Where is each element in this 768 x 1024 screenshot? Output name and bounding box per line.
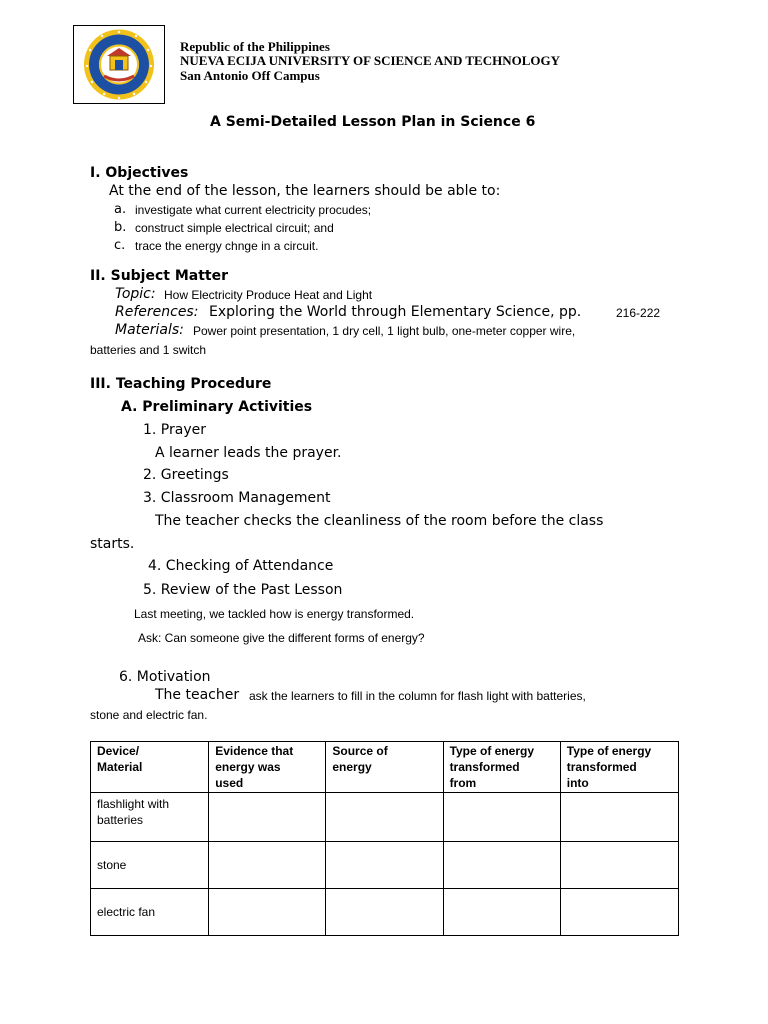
column-header-energy-from — [443, 742, 560, 793]
table-header-row — [91, 742, 679, 793]
step-attendance: 4. Checking of Attendance — [148, 558, 334, 574]
table-cell[interactable] — [209, 889, 326, 936]
document-title: A Semi-Detailed Lesson Plan in Science 6 — [210, 114, 536, 130]
step-classroom-management: 3. Classroom Management — [143, 490, 331, 506]
review-question: Ask: Can someone give the different forms of energy? — [138, 631, 425, 645]
table-row — [91, 842, 679, 889]
step-prayer: 1. Prayer — [143, 422, 206, 438]
header-line: into — [566, 776, 589, 790]
subject-matter-heading: II. Subject Matter — [90, 268, 229, 284]
table-cell[interactable] — [326, 842, 443, 889]
table-cell[interactable] — [209, 793, 326, 842]
objectives-intro: At the end of the lesson, the learners should be able to: — [109, 183, 501, 199]
teaching-procedure-heading: III. Teaching Procedure — [90, 376, 272, 392]
header-line: Type of energy — [449, 744, 535, 758]
materials-label: Materials: — [115, 322, 184, 338]
step-motivation: 6. Motivation — [119, 669, 211, 685]
motivation-table — [90, 741, 679, 936]
header-line: used — [215, 776, 244, 790]
step-review: 5. Review of the Past Lesson — [143, 582, 343, 598]
topic-value: How Electricity Produce Heat and Light — [164, 288, 373, 302]
references-value: Exploring the World through Elementary Science, pp. — [209, 304, 582, 320]
table-cell[interactable] — [443, 842, 560, 889]
header-line: transformed — [566, 760, 637, 774]
table-cell[interactable] — [209, 842, 326, 889]
table-cell-device: stone — [91, 842, 209, 889]
topic-label: Topic: — [115, 286, 156, 302]
header-line: Material — [97, 760, 143, 774]
step-prayer-detail: A learner leads the prayer. — [155, 445, 342, 461]
logo-frame — [73, 25, 165, 104]
header-line: Type of energy — [566, 744, 652, 758]
table-cell[interactable] — [560, 842, 678, 889]
objective-marker: b. — [114, 220, 127, 235]
table-cell-device: flashlight with batteries — [91, 793, 209, 842]
header-university: NUEVA ECIJA UNIVERSITY OF SCIENCE AND TECHNOLOGY — [180, 53, 560, 68]
header-line: energy — [332, 760, 372, 774]
table-row — [91, 793, 679, 842]
header-line: Device/ — [97, 744, 140, 758]
materials-value-cont: batteries and 1 switch — [90, 343, 207, 357]
step-classroom-detail-cont: starts. — [90, 536, 135, 552]
header-line: energy was — [215, 760, 281, 774]
objectives-heading: I. Objectives — [90, 165, 189, 181]
header-line: transformed — [449, 760, 520, 774]
references-pages: 216-222 — [616, 306, 661, 320]
objective-item: construct simple electrical circuit; and — [135, 221, 334, 235]
table-cell[interactable] — [443, 889, 560, 936]
motivation-lead: The teacher — [155, 687, 240, 703]
objective-marker: c. — [114, 238, 126, 253]
objective-marker: a. — [114, 202, 127, 217]
objective-item: investigate what current electricity procudes; — [135, 203, 372, 217]
table-cell[interactable] — [443, 793, 560, 842]
university-seal-icon — [74, 26, 164, 103]
table-cell[interactable] — [326, 793, 443, 842]
header-campus: San Antonio Off Campus — [180, 68, 320, 83]
header-republic: Republic of the Philippines — [180, 39, 330, 54]
step-classroom-detail: The teacher checks the cleanliness of the room before the class — [155, 513, 604, 529]
materials-value: Power point presentation, 1 dry cell, 1 light bulb, one-meter copper wire, — [193, 324, 576, 338]
objective-item: trace the energy chnge in a circuit. — [135, 239, 319, 253]
column-header-evidence — [209, 742, 326, 793]
preliminary-activities-heading: A. Preliminary Activities — [121, 399, 313, 415]
review-detail: Last meeting, we tackled how is energy transformed. — [134, 607, 415, 621]
table-cell[interactable] — [326, 889, 443, 936]
header-line: from — [449, 776, 477, 790]
header-line: Source of — [332, 744, 388, 758]
column-header-device — [91, 742, 209, 793]
step-greetings: 2. Greetings — [143, 467, 229, 483]
table-cell[interactable] — [560, 889, 678, 936]
header-line: Evidence that — [215, 744, 294, 758]
column-header-source — [326, 742, 443, 793]
column-header-energy-into — [560, 742, 678, 793]
table-row — [91, 889, 679, 936]
references-label: References: — [115, 304, 199, 320]
motivation-text-cont: stone and electric fan. — [90, 708, 208, 722]
motivation-text: ask the learners to fill in the column for flash light with batteries, — [249, 689, 586, 703]
table-cell[interactable] — [560, 793, 678, 842]
table-cell-device: electric fan — [91, 889, 209, 936]
